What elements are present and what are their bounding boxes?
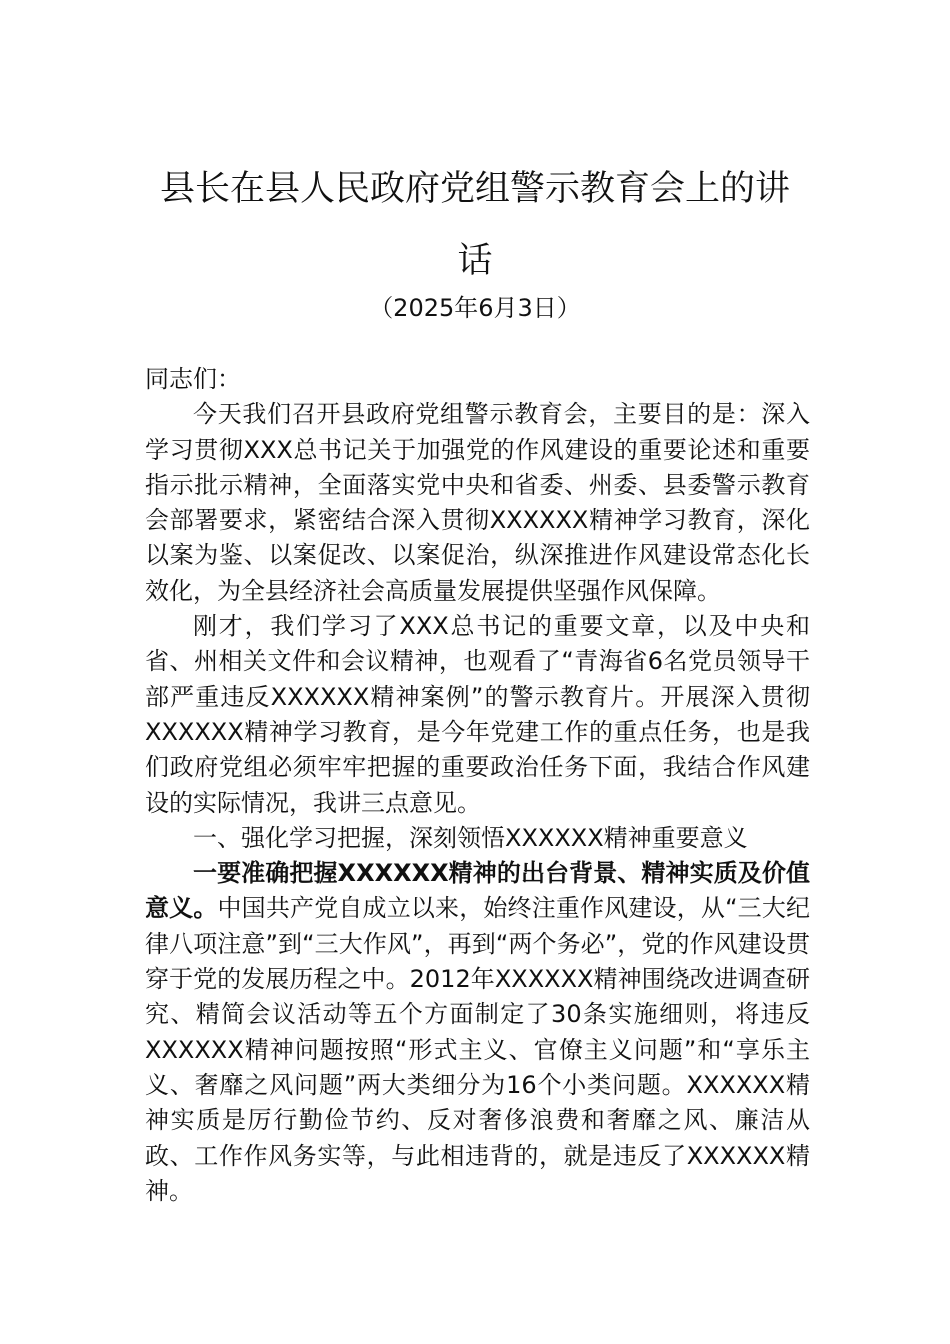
document-body: [145, 362, 810, 1209]
point-one-lead: 一要准确把握XXXXXX精神的出台背景、精神实质及价值意义。: [145, 859, 810, 923]
paragraph-point-one: [145, 856, 810, 1209]
salutation: 同志们：: [145, 365, 241, 393]
paragraph-opening: 今天我们召开县政府党组警示教育会，主要目的是：深入学习贯彻XXX总书记关于加强党的作风建设的重要论述和重要指示批示精神，全面落实党中央和省委、州委、县委警示教育会部署要求，紧密结合深入贯彻XXXXXX精神学习教育，深化以案为鉴、以案促改、以案促治，纵深推进作风建设常态化长效化，为全县经济社会高质量发展提供坚强作风保障。: [145, 400, 810, 605]
section-heading-one: 一、强化学习把握，深刻领悟XXXXXX精神重要意义: [193, 823, 748, 852]
paragraph-context: 刚才，我们学习了XXX总书记的重要文章，以及中央和省、州相关文件和会议精神，也观看了“青海省6名党员领导干部严重违反XXXXXX精神案例”的警示教育片。开展深入贯彻XXXXXX精神学习教育，是今年党建工作的重点任务，也是我们政府党组必须牢牢把握的重要政治任务下面，我结合作风建设的实际情况，我讲三点意见。: [145, 612, 810, 817]
point-one-text: 中国共产党自成立以来，始终注重作风建设，从“三大纪律八项注意”到“三大作风”，再到“两个务必”，党的作风建设贯穿于党的发展历程之中。2012年XXXXXX精神围绕改进调查研究、精简会议活动等五个方面制定了30条实施细则，将违反XXXXXX精神问题按照“形式主义、官僚主义问题”和“享乐主义、奢靡之风问题”两大类细分为16个小类问题。XXXXXX精神实质是厉行勤俭节约、反对奢侈浪费和奢靡之风、廉洁从政、工作作风务实等，与此相违背的，就是违反了XXXXXX精神。: [145, 894, 811, 1205]
document-date: （2025年6月3日）: [369, 294, 581, 322]
document-title: 县长在县人民政府党组警示教育会上的讲话: [159, 169, 790, 281]
